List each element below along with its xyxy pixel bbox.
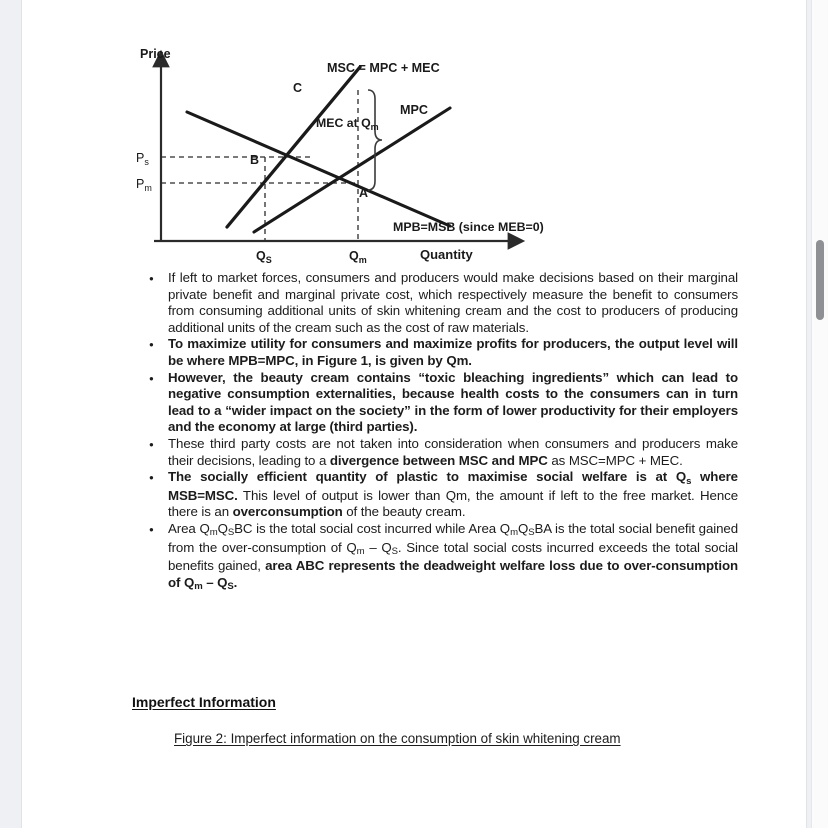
mec-brace <box>368 90 382 190</box>
figure-1-externality-diagram <box>110 40 650 272</box>
price-tick-pm: $P_m$ <box>136 177 152 193</box>
point-label-b: B <box>250 153 260 167</box>
vertical-scrollbar[interactable] <box>811 0 828 828</box>
quantity-tick-qm: $Q_m$ <box>349 249 367 265</box>
curve-label-mpb-msb: MPB=MSB (since MEB=0) <box>393 220 544 234</box>
list-item: ● Area $Q_mQ_SBC$ is the total social cost incurred while Area $Q_mQ_SBA$ is the total social benefit gained from the over-consumption of $Q_m - Q_S$. Since total social costs incurred exceeds the total social benefits gained, area ABC represents the deadweight welfare loss due to over-consumption of $Q_m - Q_S$. <box>132 521 738 593</box>
list-item: ● If left to market forces, consumers and producers would make decisions based on their marginal private benefit and marginal private cost, which respectively measure the benefit to consumers from consuming additional units of skin whitening cream and the cost to producers of producing additional units of the cream such as the cost of raw materials. <box>132 270 738 336</box>
figure-2-caption: Figure 2: Imperfect information on the consumption of skin whitening cream <box>174 731 621 746</box>
chart-axes <box>154 63 512 241</box>
axis-label-price: Price <box>140 47 171 61</box>
list-item: ● To maximize utility for consumers and maximize profits for producers, the output level will be where MPB=MPC, in Figure 1, is given by Qm. <box>132 336 738 369</box>
list-item: ● These third party costs are not taken into consideration when consumers and producers make their decisions, leading to a divergence between MSC and MPC as MSC=MPC + MEC. <box>132 436 738 469</box>
axis-label-quantity: Quantity <box>420 247 473 262</box>
list-item: ● However, the beauty cream contains “toxic bleaching ingredients” which can lead to negative consumption externalities, because health costs to the consumers can in turn lead to a “wider impact on the society” in the form of lower productivity for their employers and the economy at large (third parties). <box>132 370 738 436</box>
list-item: ● The socially efficient quantity of plastic to maximise social welfare is at $Q_s$ where MSB=MSC. This level of output is lower than Qm, the amount if left to the free market. Hence there is an overconsumption of the beauty cream. <box>132 469 738 521</box>
curve-label-mec-bracket: MEC at $Q_m$ <box>316 116 379 132</box>
analysis-bullet-list <box>132 270 738 593</box>
point-label-c: C <box>293 81 303 95</box>
body-content <box>132 270 738 593</box>
curve-label-msc: MSC = MPC + MEC <box>327 61 440 75</box>
point-label-a: A <box>359 186 369 200</box>
page-section-heading: Imperfect Information <box>132 694 276 710</box>
quantity-tick-qs: $Q_S$ <box>256 249 272 265</box>
price-tick-ps: $P_s$ <box>136 151 149 167</box>
document-page <box>22 0 806 828</box>
scrollbar-thumb[interactable] <box>816 240 824 320</box>
curve-label-mpc: MPC <box>400 103 428 117</box>
